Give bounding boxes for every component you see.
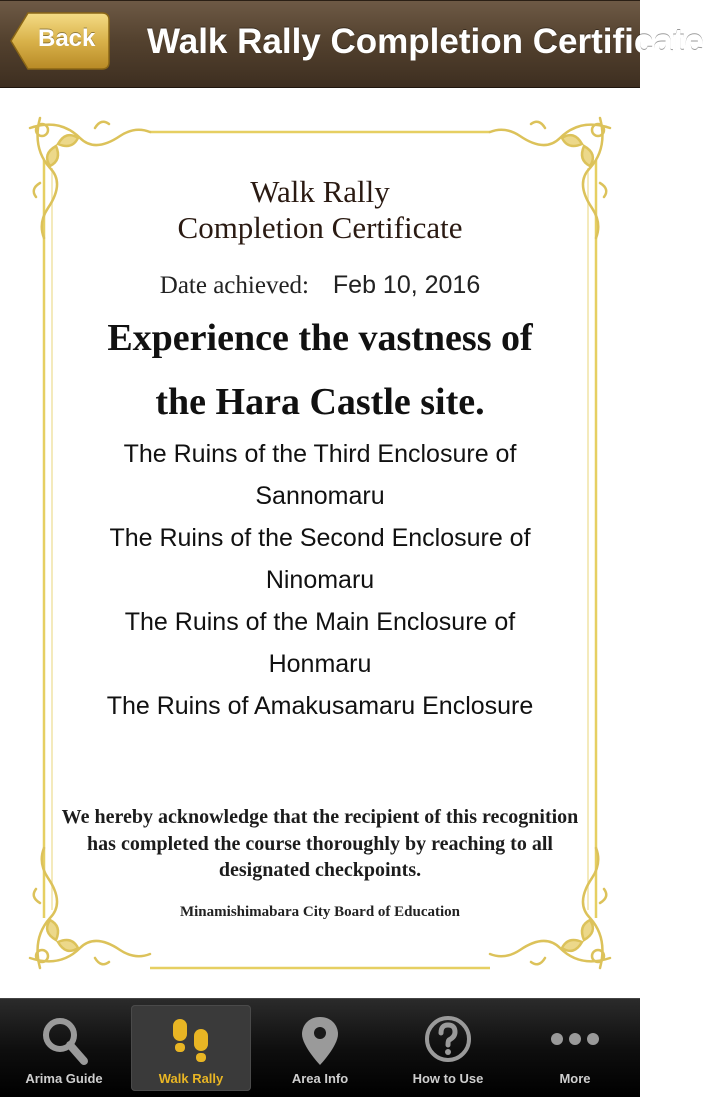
date-label: Date achieved:	[159, 272, 309, 299]
tab-area-info[interactable]	[260, 1005, 380, 1091]
back-label: Back	[38, 25, 96, 52]
date-value: Feb 10, 2016	[332, 271, 481, 299]
footprints-icon	[131, 1015, 251, 1067]
tab-arima-guide[interactable]	[4, 1005, 124, 1091]
course-heading-line1: Experience the vastness of	[107, 317, 533, 359]
checkpoint-line: The Ruins of the Second Enclosure of	[109, 524, 531, 552]
tab-label: Arima Guide	[25, 1071, 103, 1086]
question-icon	[388, 1015, 508, 1067]
certificate	[0, 88, 640, 998]
checkpoint-line: The Ruins of the Main Enclosure of	[124, 608, 516, 636]
tab-label: Walk Rally	[158, 1071, 224, 1086]
magnifier-icon	[4, 1015, 124, 1067]
course-heading-line2: the Hara Castle site.	[155, 381, 485, 423]
checkpoint-line: Ninomaru	[265, 566, 375, 594]
tab-label: More	[559, 1071, 591, 1086]
certificate-title-line2: Completion Certificate	[177, 210, 463, 245]
checkpoint-line: The Ruins of Amakusamaru Enclosure	[106, 692, 534, 720]
map-pin-icon	[260, 1015, 380, 1067]
navigation-bar	[0, 0, 704, 88]
acknowledgement-text: We hereby acknowledge that the recipient of this recognition has completed the course thoroughly by reaching to all designated checkpoints.	[61, 806, 579, 881]
date-achieved	[0, 271, 640, 300]
certificate-title-line1: Walk Rally	[250, 174, 390, 209]
tab-walk-rally[interactable]	[131, 1005, 251, 1091]
checkpoint-line: The Ruins of the Third Enclosure of	[123, 440, 517, 468]
checkpoint-list	[40, 433, 600, 727]
tab-bar	[0, 998, 640, 1097]
more-dots-icon	[515, 1015, 635, 1067]
checkpoint-line: Sannomaru	[255, 482, 385, 510]
tab-label: Area Info	[291, 1071, 349, 1086]
tab-more[interactable]	[515, 1005, 635, 1091]
page-title: Walk Rally Completion Certificate	[147, 22, 704, 61]
back-button[interactable]	[10, 12, 110, 70]
issuer-name: Minamishimabara City Board of Education	[179, 904, 461, 920]
checkpoint-line: Honmaru	[268, 650, 372, 678]
tab-how-to-use[interactable]	[388, 1005, 508, 1091]
tab-label: How to Use	[412, 1071, 484, 1086]
